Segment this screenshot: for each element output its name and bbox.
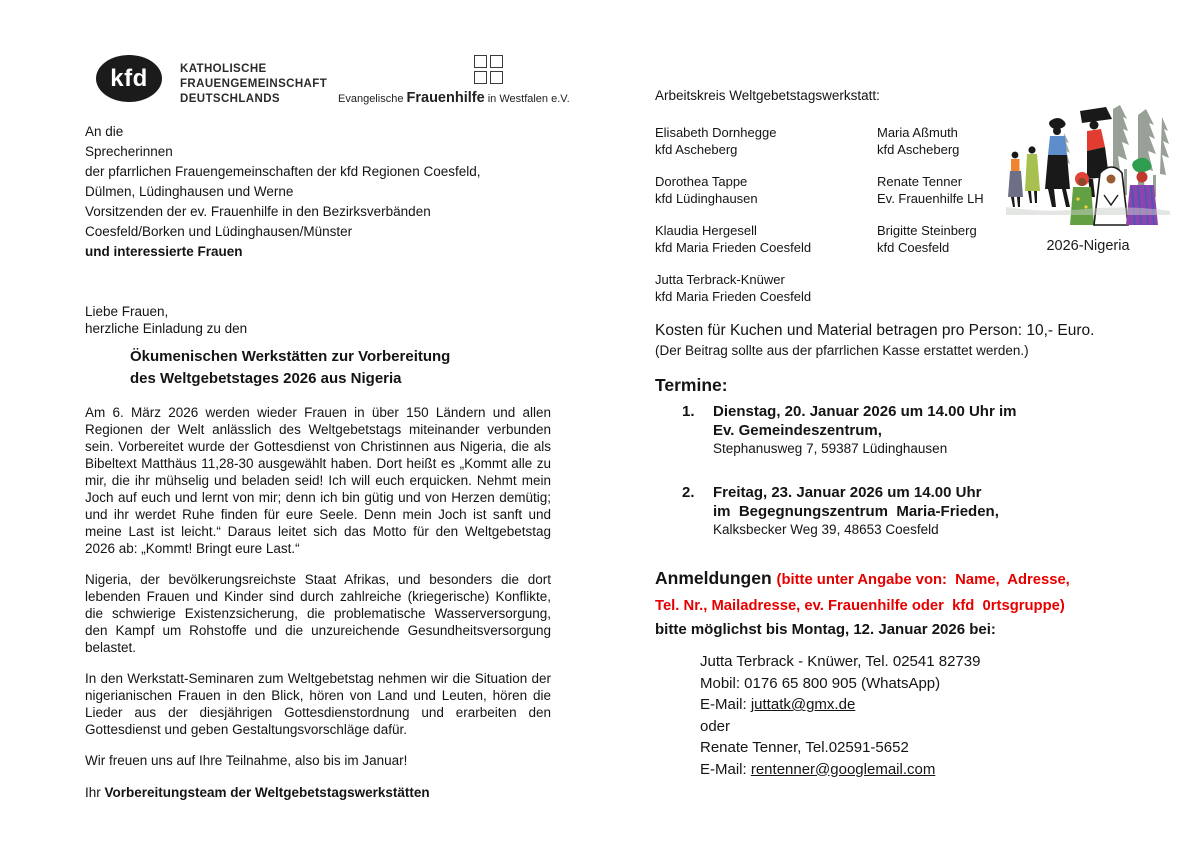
event-location: Ev. Gemeindeszentrum, bbox=[713, 422, 882, 439]
illustration-caption: 2026-Nigeria bbox=[1046, 238, 1130, 254]
greeting-line: Liebe Frauen, bbox=[85, 304, 169, 319]
member-org: kfd Coesfeld bbox=[877, 240, 950, 255]
signoff-prefix: Ihr bbox=[85, 785, 105, 800]
kfd-org-line: FRAUENGEMEINSCHAFT bbox=[180, 78, 328, 90]
address-line: Dülmen, Lüdinghausen und Werne bbox=[85, 184, 294, 199]
efh-name: Frauenhilfe bbox=[406, 90, 485, 106]
member-name: Klaudia Hergesell bbox=[655, 223, 757, 238]
event-datetime: Freitag, 23. Januar 2026 um 14.00 Uhr bbox=[713, 484, 982, 501]
registration-heading: Anmeldungen bbox=[655, 568, 777, 588]
workgroup-title: Arbeitskreis Weltgebetstagswerkstatt: bbox=[655, 88, 880, 103]
email-label: E-Mail: bbox=[700, 696, 751, 713]
registration-note-red-2: Tel. Nr., Mailadresse, ev. Frauenhilfe oder kfd 0rtsgruppe) bbox=[655, 598, 1065, 614]
page-title bbox=[130, 346, 551, 390]
greeting bbox=[85, 303, 551, 337]
member-org: kfd Maria Frieden Coesfeld bbox=[655, 240, 812, 255]
member-entry bbox=[655, 222, 877, 256]
cost-note: (Der Beitrag sollte aus der pfarrlichen Kasse erstattet werden.) bbox=[655, 343, 1029, 358]
greeting-line: herzliche Einladung zu den bbox=[85, 321, 248, 336]
registration-deadline: bitte möglichst bis Montag, 12. Januar 2026 bei: bbox=[655, 621, 996, 638]
contact-line bbox=[700, 759, 1145, 781]
nigeria-illustration bbox=[1004, 103, 1172, 231]
nigeria-illustration-block bbox=[1004, 103, 1172, 254]
registration-section bbox=[655, 566, 1147, 619]
title-line: Ökumenischen Werkstätten zur Vorbereitung bbox=[130, 348, 451, 365]
recipient-address-block bbox=[85, 122, 555, 262]
address-line: der pfarrlichen Frauengemeinschaften der kfd Regionen Coesfeld, bbox=[85, 164, 481, 179]
member-org: Ev. Frauenhilfe LH bbox=[877, 191, 984, 206]
frauenhilfe-org-name bbox=[338, 90, 570, 106]
member-org: kfd Ascheberg bbox=[655, 142, 738, 157]
efh-suffix: in Westfalen e.V. bbox=[484, 93, 570, 105]
event-number: 2. bbox=[682, 484, 695, 501]
member-name: Jutta Terbrack-Knüwer bbox=[655, 272, 785, 287]
paragraph-workshops: In den Werkstatt-Seminaren zum Weltgebetstag nehmen wir die Situation der nigerianischen Frauen in den Blick, hören von Land und Leuten, hören die Lieder aus der diesjährigen Gottesdienstordnung und erarbeiten den Gottesdienst und geben Gestaltungsvorschläge dafür. bbox=[85, 671, 551, 737]
contact-line: Mobil: 0176 65 800 905 (WhatsApp) bbox=[700, 674, 941, 692]
paragraph-intro: Am 6. März 2026 werden wieder Frauen in über 150 Ländern und allen Regionen der Welt anlässlich des Weltgebetstags miteinander verbunden sein. Vorbereitet wurde der Gottesdienst von Christinnen aus Nigeria, die als Bibeltext Matthäus 11,28-30 ausgewählt haben. Dort heißt es „Kommt alle zu mir, die ihr mühselig und beladen seid! Ich will euch erquicken. Nehmt mein Joch auf euch und lernt von mir; denn ich bin gütig und von Herzen demütig; und ihr werdet Ruhe finden für eure Seele. Denn mein Joch ist sanft und meine Last ist leicht.“ Daraus leitet sich das Motto für den Weltgebetstag 2026 ab: „Kommt! Bringt eure Last.“ bbox=[85, 405, 551, 556]
signoff bbox=[85, 784, 551, 801]
event-item-2 bbox=[655, 483, 1145, 539]
address-line: An die bbox=[85, 124, 124, 139]
member-name: Dorothea Tappe bbox=[655, 174, 748, 189]
kfd-org-line: KATHOLISCHE bbox=[180, 63, 267, 75]
termine-heading: Termine: bbox=[655, 375, 728, 395]
frauenhilfe-cross-icon bbox=[474, 55, 504, 84]
member-entry bbox=[655, 173, 877, 207]
event-datetime: Dienstag, 20. Januar 2026 um 14.00 Uhr im bbox=[713, 403, 1017, 420]
kfd-org-name bbox=[180, 62, 327, 107]
title-line: des Weltgebetstages 2026 aus Nigeria bbox=[130, 370, 402, 387]
address-line: Coesfeld/Borken und Lüdinghausen/Münster bbox=[85, 224, 353, 239]
member-entry bbox=[655, 124, 877, 158]
kfd-org-line: DEUTSCHLANDS bbox=[180, 93, 280, 105]
paragraph-closing: Wir freuen uns auf Ihre Teilnahme, also bis im Januar! bbox=[85, 753, 408, 768]
event-address: Stephanusweg 7, 59387 Lüdinghausen bbox=[713, 441, 948, 456]
kfd-logo-text: kfd bbox=[110, 64, 148, 92]
event-address: Kalksbecker Weg 39, 48653 Coesfeld bbox=[713, 522, 939, 537]
address-line-bold: und interessierte Frauen bbox=[85, 244, 243, 259]
event-number: 1. bbox=[682, 403, 695, 420]
member-org: kfd Lüdinghausen bbox=[655, 191, 758, 206]
member-org: kfd Ascheberg bbox=[877, 142, 960, 157]
signoff-team: Vorbereitungsteam der Weltgebetstagswerkstätten bbox=[104, 785, 430, 800]
member-name: Renate Tenner bbox=[877, 174, 963, 189]
member-name: Elisabeth Dornhegge bbox=[655, 125, 777, 140]
efh-prefix: Evangelische bbox=[338, 93, 407, 105]
member-name: Brigitte Steinberg bbox=[877, 223, 977, 238]
kfd-logo bbox=[96, 55, 162, 102]
contact-line bbox=[700, 694, 1145, 716]
email-label: E-Mail: bbox=[700, 760, 751, 778]
event-item-1 bbox=[655, 402, 1145, 458]
member-org: kfd Maria Frieden Coesfeld bbox=[655, 289, 812, 304]
registration-note-red-1: (bitte unter Angabe von: Name, Adresse, bbox=[776, 572, 1070, 588]
contact-line: Jutta Terbrack - Knüwer, Tel. 02541 82739 bbox=[700, 653, 981, 670]
cost-line: Kosten für Kuchen und Material betragen pro Person: 10,- Euro. bbox=[655, 322, 1095, 339]
event-location: im Begegnungszentrum Maria-Frieden, bbox=[713, 503, 999, 520]
email-link-rentenner[interactable]: rentenner@googlemail.com bbox=[750, 760, 936, 778]
contact-line: oder bbox=[700, 717, 731, 735]
email-link-juttatk[interactable]: juttatk@gmx.de bbox=[750, 696, 856, 713]
event-details bbox=[713, 483, 999, 539]
paragraph-nigeria: Nigeria, der bevölkerungsreichste Staat Afrikas, und besonders die dort lebenden Frauen und Kinder sind durch zahlreiche (kriegerische) Konflikte, die schwierige Existenzsicherung, die problematische Wasserversorgung, den Kampf um Rohstoffe und die unzureichende Gesundheitsversorgung belastet. bbox=[85, 572, 551, 655]
member-name: Maria Aßmuth bbox=[877, 125, 958, 140]
frauenhilfe-logo-block bbox=[338, 55, 570, 106]
event-details bbox=[713, 402, 1016, 458]
contact-line: Renate Tenner, Tel.02591-5652 bbox=[700, 739, 909, 756]
address-line: Vorsitzenden der ev. Frauenhilfe in den Bezirksverbänden bbox=[85, 204, 431, 219]
letter-body bbox=[85, 303, 551, 801]
address-line: Sprecherinnen bbox=[85, 144, 173, 159]
member-entry bbox=[655, 271, 877, 305]
members-column-1 bbox=[655, 124, 877, 320]
contact-block bbox=[700, 651, 1145, 780]
